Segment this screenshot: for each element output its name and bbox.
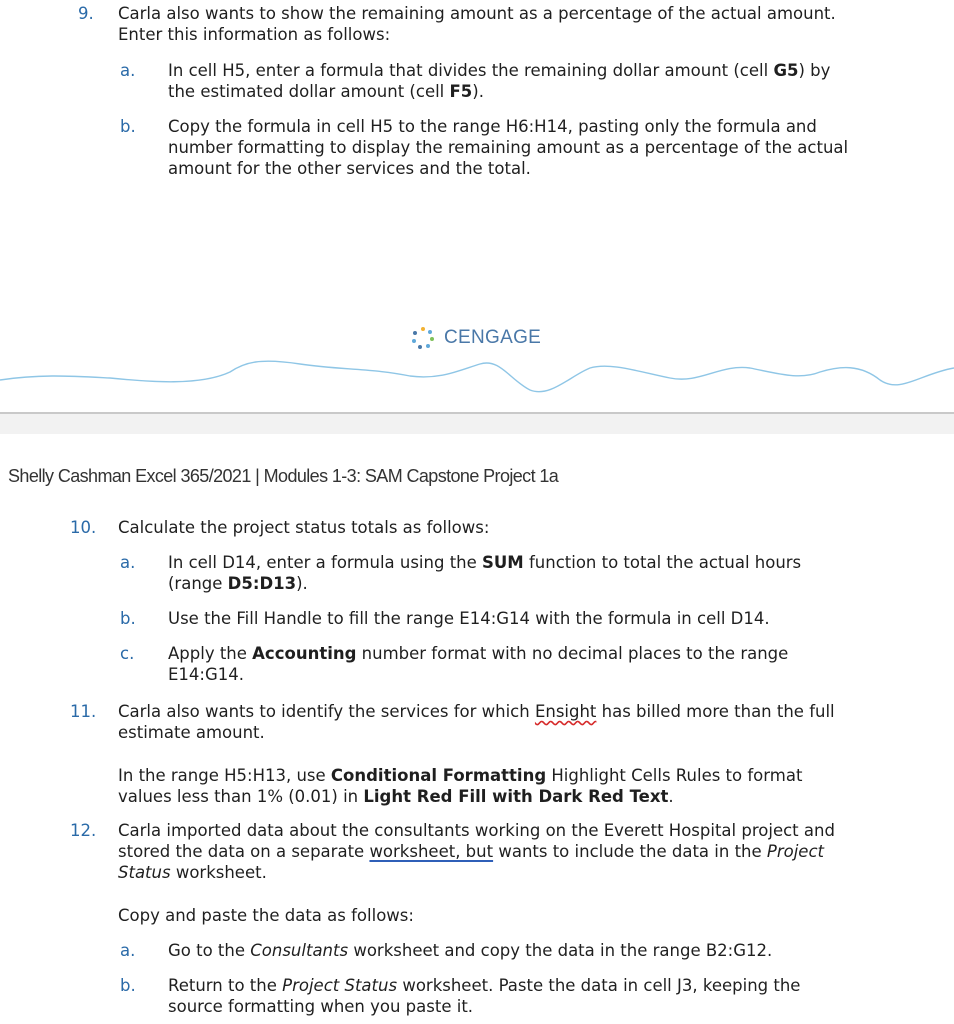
cengage-dots-icon <box>410 326 436 350</box>
step-9b-line-3: amount for the other services and the total. <box>168 159 531 178</box>
step-12b-line-2: source formatting when you paste it. <box>168 997 474 1016</box>
step-12-line-3: Status worksheet. <box>118 863 267 882</box>
step-9a-line-2: the estimated dollar amount (cell F5). <box>168 82 484 101</box>
step-12b-line-1: Return to the Project Status worksheet. Paste the data in cell J3, keeping the <box>168 976 801 995</box>
step-12-para-2: Copy and paste the data as follows: <box>118 906 414 925</box>
step-10a-line-2: (range D5:D13). <box>168 574 308 593</box>
step-10c-letter: c. <box>120 644 135 663</box>
step-11-para-2-line-2: values less than 1% (0.01) in Light Red Fill with Dark Red Text. <box>118 787 674 806</box>
step-9b-line-1: Copy the formula in cell H5 to the range H6:H14, pasting only the formula and <box>168 117 817 136</box>
step-9a-line-1: In cell H5, enter a formula that divides the remaining dollar amount (cell G5) by <box>168 61 831 80</box>
step-10-number: 10. <box>70 518 97 537</box>
step-12a-line-1: Go to the Consultants worksheet and copy the data in the range B2:G12. <box>168 941 773 960</box>
step-12-number: 12. <box>70 821 97 840</box>
step-10c-line-1: Apply the Accounting number format with no decimal places to the range <box>168 644 789 663</box>
step-11-line-1: Carla also wants to identify the services for which Ensight has billed more than the full <box>118 702 835 721</box>
step-12b-letter: b. <box>120 976 136 995</box>
step-11-line-2: estimate amount. <box>118 723 265 742</box>
page-header: Shelly Cashman Excel 365/2021 | Modules 1-3: SAM Capstone Project 1a <box>8 466 559 486</box>
step-9b-letter: b. <box>120 117 136 136</box>
page-separator <box>0 412 954 434</box>
step-11-para-2-line-1: In the range H5:H13, use Conditional Formatting Highlight Cells Rules to format <box>118 766 803 785</box>
spellcheck-word[interactable]: Ensight <box>534 702 597 721</box>
step-10-intro: Calculate the project status totals as follows: <box>118 518 490 537</box>
step-9-number: 9. <box>78 4 94 23</box>
step-9-line-1: Carla also wants to show the remaining amount as a percentage of the actual amount. <box>118 4 836 23</box>
cengage-logo <box>410 326 541 350</box>
step-12a-letter: a. <box>120 941 136 960</box>
step-10a-line-1: In cell D14, enter a formula using the SUM function to total the actual hours <box>168 553 802 572</box>
cengage-logo-text: CENGAGE <box>444 327 542 348</box>
step-12-line-2: stored the data on a separate worksheet, but wants to include the data in the Project <box>118 842 824 861</box>
step-11-number: 11. <box>70 702 97 721</box>
step-9a-letter: a. <box>120 61 136 80</box>
step-10b-letter: b. <box>120 609 136 628</box>
step-10c-line-2: E14:G14. <box>168 665 245 684</box>
step-10a-letter: a. <box>120 553 136 572</box>
step-9-line-2: Enter this information as follows: <box>118 25 391 44</box>
step-10b-line-1: Use the Fill Handle to fill the range E14:G14 with the formula in cell D14. <box>168 609 770 628</box>
step-9b-line-2: number formatting to display the remaining amount as a percentage of the actual <box>168 138 849 157</box>
page-break-wave <box>0 350 954 410</box>
grammar-check-phrase[interactable]: worksheet, but <box>369 842 494 861</box>
step-12-line-1: Carla imported data about the consultants working on the Everett Hospital project and <box>118 821 835 840</box>
